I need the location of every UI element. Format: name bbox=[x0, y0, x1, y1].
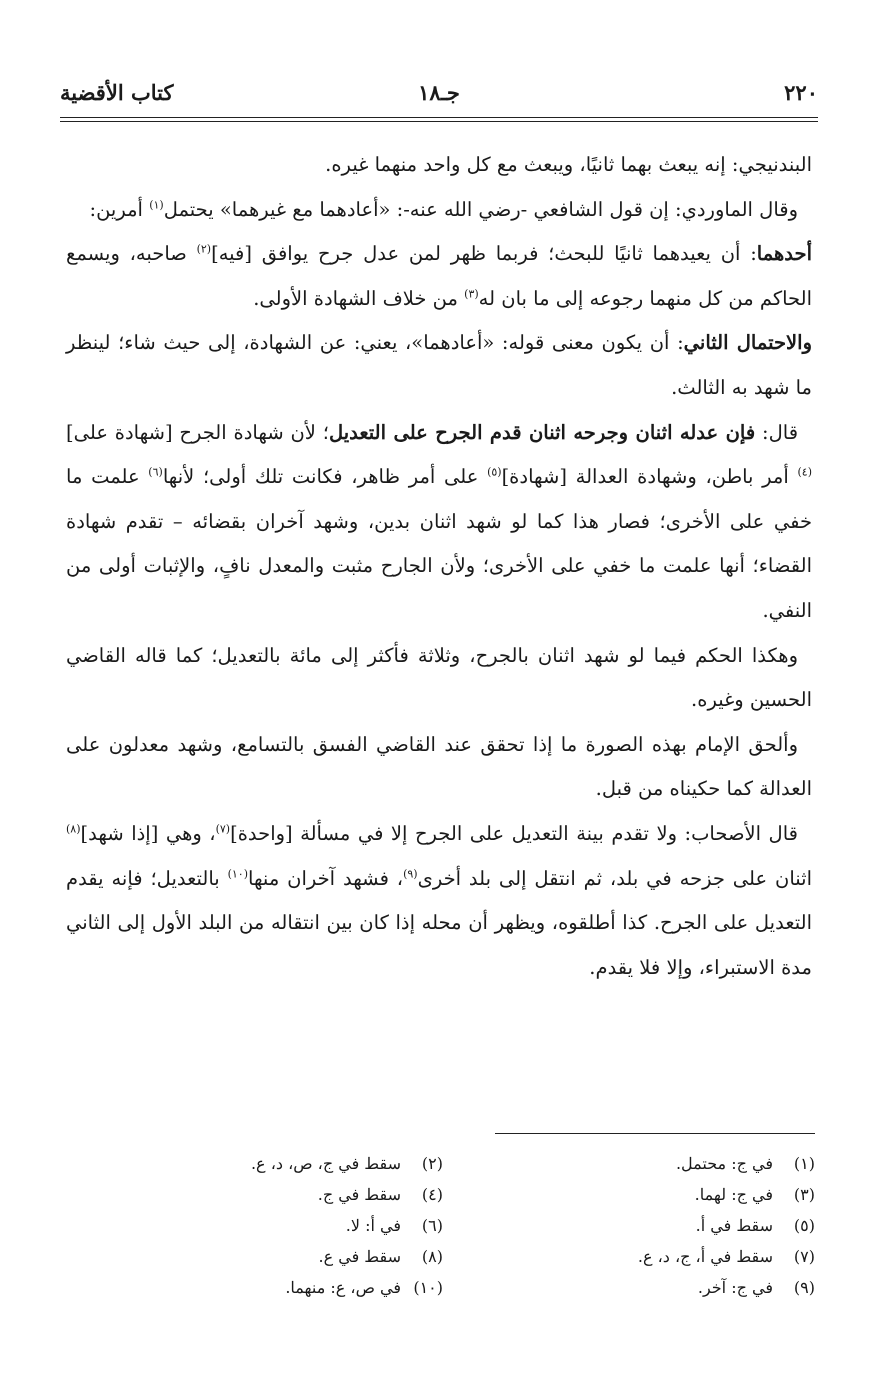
footnote bbox=[443, 1148, 815, 1179]
footnote bbox=[83, 1272, 443, 1303]
footnote-number: (٨) bbox=[421, 1247, 443, 1266]
footnote-text: في ج: محتمل. bbox=[675, 1154, 773, 1173]
footnote-number: (٢) bbox=[421, 1154, 443, 1173]
text-run: علمت ما خفي على الأخرى؛ فصار هذا كما لو شهد اثنان بدين، وشهد آخران بقضائه – تقدم شهادة القضاء؛ أنها علمت ما خفي على الأخرى؛ ولأن الجارح مثبت والمعدل نافٍ، والإثبات أولى من النفي. bbox=[66, 465, 812, 622]
main-text bbox=[66, 143, 812, 990]
header-rule-bottom bbox=[60, 121, 818, 122]
text-run: ؛ لأن شهادة الجرح [شهادة على] bbox=[66, 420, 329, 444]
footnote-ref: (١) bbox=[149, 198, 164, 212]
footnote-text: سقط في أ، ج، د، ع. bbox=[637, 1247, 773, 1266]
text-run: : أن يكون معنى قوله: «أعادهما»، يعني: عن الشهادة، إلى حيث شاء؛ لينظر ما شهد به الثالث. bbox=[66, 331, 812, 399]
text-run: أمر باطن، وشهادة العدالة [شهادة] bbox=[501, 465, 798, 489]
text-run: على أمر ظاهر، فكانت تلك أولى؛ لأنها bbox=[162, 465, 488, 489]
footnote-text: في أ: لا. bbox=[345, 1216, 401, 1235]
text-run: : أن يعيدهما ثانيًا للبحث؛ فربما ظهر لمن عدل جرح يوافق [فيه] bbox=[211, 242, 757, 266]
footnote-number: (٣) bbox=[793, 1185, 815, 1204]
text-run: ، وهي [إذا شهد] bbox=[80, 821, 216, 845]
text-run: من خلاف الشهادة الأولى. bbox=[253, 286, 465, 310]
paragraph bbox=[66, 411, 812, 634]
footnote-ref: (٨) bbox=[66, 822, 81, 836]
footnote bbox=[83, 1210, 443, 1241]
footnote-number: (٦) bbox=[421, 1216, 443, 1235]
paragraph bbox=[66, 812, 812, 990]
footnote-text: في ص، ع: منهما. bbox=[285, 1278, 401, 1297]
bold-text: أحدهما bbox=[756, 242, 812, 266]
footnote-number: (٥) bbox=[793, 1216, 815, 1235]
text-run: أمرين: bbox=[89, 197, 150, 221]
footnote bbox=[443, 1179, 815, 1210]
footnote-separator bbox=[495, 1133, 815, 1134]
footnote-text: في ج: لهما. bbox=[694, 1185, 773, 1204]
footnote-ref: (٢) bbox=[196, 242, 212, 256]
footnote-text: سقط في ج. bbox=[317, 1185, 401, 1204]
footnote-text: سقط في ع. bbox=[318, 1247, 401, 1266]
text-run: وهكذا الحكم فيما لو شهد اثنان بالجرح، وثلاثة فأكثر إلى مائة بالتعديل؛ كما قاله القاضي الحسين وغيره. bbox=[66, 643, 812, 712]
footnote-text: في ج: آخر. bbox=[697, 1278, 773, 1297]
text-run: قال: bbox=[755, 420, 799, 444]
footnote bbox=[443, 1272, 815, 1303]
footnotes bbox=[80, 1148, 815, 1303]
footnote-ref: (٧) bbox=[215, 822, 231, 836]
footnote-ref: (٩) bbox=[403, 867, 418, 880]
footnote-ref: (١٠) bbox=[227, 867, 248, 880]
paragraph bbox=[66, 143, 812, 188]
footnote-ref: (٣) bbox=[464, 287, 479, 301]
footnote bbox=[83, 1148, 443, 1179]
text-run: وألحق الإمام بهذه الصورة ما إذا تحقق عند القاضي الفسق بالتسامع، وشهد معدلون على العدالة كما حكيناه من قبل. bbox=[66, 732, 812, 801]
page-number: ٢٢٠ bbox=[784, 80, 818, 105]
text-run: وقال الماوردي: إن قول الشافعي -رضي الله عنه-: «أعادهما مع غيرهما» يحتمل bbox=[163, 197, 798, 221]
book-title: كتاب الأقضية bbox=[60, 80, 174, 105]
bold-text: فإن عدله اثنان وجرحه اثنان قدم الجرح على التعديل bbox=[328, 420, 756, 444]
text-run: صاحبه، ويسمع الحاكم من كل منهما رجوعه إلى ما بان له bbox=[66, 242, 812, 310]
page-header bbox=[60, 80, 818, 114]
footnote-ref: (٦) bbox=[148, 465, 163, 479]
header-rule-top bbox=[60, 117, 818, 118]
paragraph bbox=[66, 723, 812, 812]
footnote-ref: (٤) bbox=[797, 465, 812, 479]
footnote bbox=[83, 1241, 443, 1272]
text-run: قال الأصحاب: ولا تقدم بينة التعديل على الجرح إلا في مسألة [واحدة] bbox=[230, 821, 798, 845]
footnote bbox=[83, 1179, 443, 1210]
footnote-number: (٧) bbox=[793, 1247, 815, 1266]
bold-text: والاحتمال الثاني bbox=[683, 331, 812, 355]
paragraph bbox=[66, 232, 812, 321]
text-run: اثنان على جزحه في بلد، ثم انتقل إلى بلد أخرى bbox=[417, 866, 812, 890]
footnote-ref: (٥) bbox=[487, 465, 502, 479]
footnote-number: (١) bbox=[793, 1154, 815, 1173]
paragraph bbox=[66, 188, 812, 233]
text-run: ، فشهد آخران منها bbox=[248, 866, 404, 890]
footnote bbox=[443, 1210, 815, 1241]
volume-label: جـ١٨ bbox=[418, 80, 460, 105]
footnote-text: سقط في أ. bbox=[695, 1216, 773, 1235]
footnote-number: (١٠) bbox=[413, 1278, 443, 1297]
footnote-text: سقط في ج، ص، د، ع. bbox=[250, 1154, 401, 1173]
text-run: بالتعديل؛ فإنه يقدم التعديل على الجرح. كذا أطلقوه، ويظهر أن محله إذا كان بين انتقاله من البلد الأول إلى الثاني مدة الاستبراء، وإلا فلا يقدم. bbox=[66, 866, 812, 979]
text-run: البندنيجي: إنه يبعث بهما ثانيًا، ويبعث مع كل واحد منهما غيره. bbox=[325, 153, 812, 176]
footnote bbox=[443, 1241, 815, 1272]
paragraph bbox=[66, 321, 812, 410]
paragraph bbox=[66, 634, 812, 723]
footnote-number: (٩) bbox=[793, 1278, 815, 1297]
footnote-number: (٤) bbox=[421, 1185, 443, 1204]
